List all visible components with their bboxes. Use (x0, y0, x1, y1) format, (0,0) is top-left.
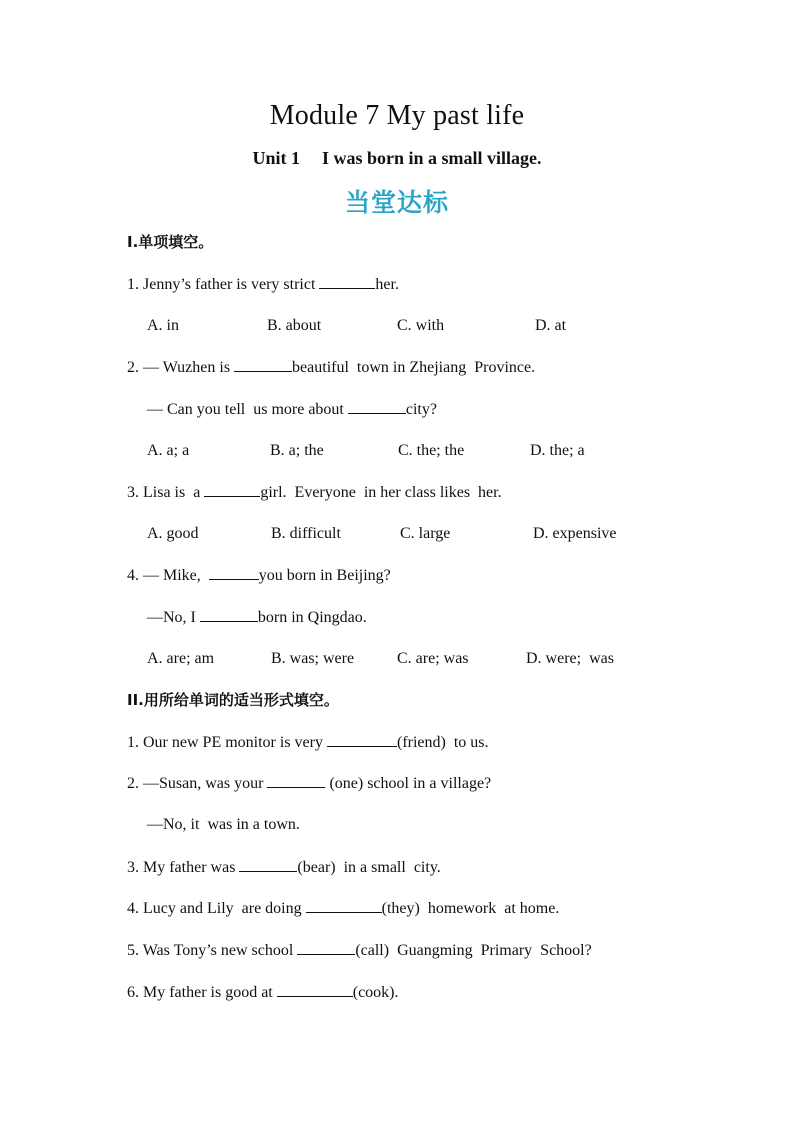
answer-blank[interactable] (319, 274, 375, 289)
question-1: 1. Jenny’s father is very strict her. (127, 276, 399, 293)
module-title: Module 7 My past life (269, 100, 525, 131)
option-a[interactable]: A. are; am (147, 650, 215, 667)
fill-item-2-reply: —No, it was in a town. (147, 816, 300, 833)
answer-blank[interactable] (204, 482, 260, 497)
option-a[interactable]: A. a; a (147, 442, 190, 459)
fill-item-1: 1. Our new PE monitor is very (friend) to us. (127, 734, 489, 751)
fill-item-5: 5. Was Tony’s new school (call) Guangming Primary School? (127, 942, 592, 959)
question-4: 4. — Mike, you born in Beijing? (127, 567, 391, 584)
answer-blank[interactable] (200, 607, 258, 622)
option-b[interactable]: B. was; were (271, 650, 355, 667)
option-b[interactable]: B. about (267, 317, 322, 334)
answer-blank[interactable] (267, 773, 325, 788)
fill-item-2: 2. —Susan, was your (one) school in a village? (127, 775, 492, 792)
option-d[interactable]: D. were; was (526, 650, 614, 667)
section-banner: 当堂达标 (344, 188, 449, 217)
answer-blank[interactable] (277, 982, 353, 997)
part1-heading: I.单项填空。 (127, 233, 214, 251)
answer-blank[interactable] (348, 399, 406, 414)
answer-blank[interactable] (234, 357, 292, 372)
question-2-line-2: — Can you tell us more about city? (147, 401, 437, 418)
answer-blank[interactable] (297, 940, 355, 955)
option-c[interactable]: C. the; the (398, 442, 465, 459)
option-a[interactable]: A. good (147, 525, 199, 542)
part2-heading: II.用所给单词的适当形式填空。 (127, 691, 339, 709)
option-d[interactable]: D. the; a (530, 442, 585, 459)
answer-blank[interactable] (239, 857, 297, 872)
option-d[interactable]: D. at (535, 317, 567, 334)
fill-item-6: 6. My father is good at (cook). (127, 984, 399, 1001)
option-b[interactable]: B. difficult (271, 525, 341, 542)
question-4-line-2: —No, I born in Qingdao. (147, 609, 367, 626)
fill-item-3: 3. My father was (bear) in a small city. (127, 859, 441, 876)
option-c[interactable]: C. are; was (397, 650, 469, 667)
unit-name: I was born in a small village. (321, 148, 542, 168)
answer-blank[interactable] (209, 565, 259, 580)
question-2: 2. — Wuzhen is beautiful town in Zhejiang Province. (127, 359, 536, 376)
answer-blank[interactable] (327, 732, 397, 747)
option-b[interactable]: B. a; the (270, 442, 324, 459)
option-a[interactable]: A. in (147, 317, 179, 334)
unit-title (0, 148, 794, 169)
option-c[interactable]: C. with (397, 317, 445, 334)
question-3: 3. Lisa is a girl. Everyone in her class likes her. (127, 484, 502, 501)
option-c[interactable]: C. large (400, 525, 451, 542)
fill-item-4: 4. Lucy and Lily are doing (they) homework at home. (127, 900, 560, 917)
option-d[interactable]: D. expensive (533, 525, 617, 542)
answer-blank[interactable] (306, 898, 382, 913)
unit-number: Unit 1 (252, 148, 300, 168)
